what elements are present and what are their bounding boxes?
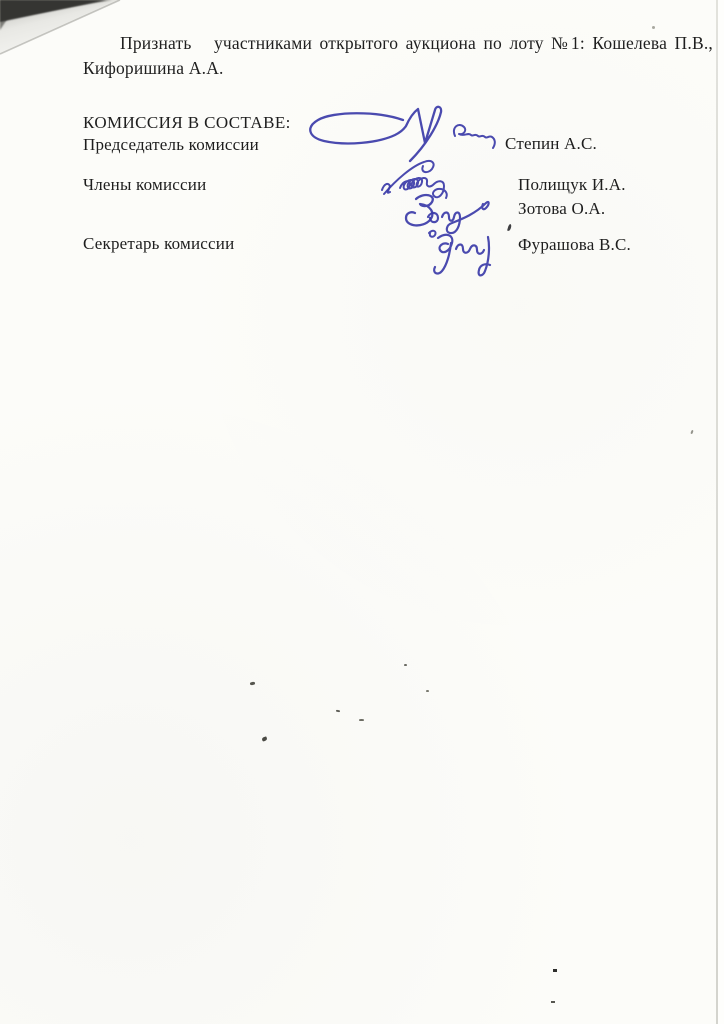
scan-speck (553, 969, 557, 972)
recognition-paragraph (83, 31, 713, 81)
signature-secretary (422, 225, 510, 283)
paragraph-line-2: Кифоришина А.А. (83, 58, 224, 78)
paragraph-line-1: Признать участниками открытого аукциона по лоту №1: Кошелева П.В., (120, 33, 713, 53)
scan-speck (507, 224, 512, 232)
commission-role-chairman: Председатель комиссии (83, 135, 259, 154)
page-edge-strip (718, 0, 724, 1024)
chairman-name: Степин А.С. (505, 134, 597, 153)
commission-heading: КОМИССИЯ В СОСТАВЕ: (83, 113, 291, 132)
scan-speck (652, 26, 655, 29)
scan-speck (690, 430, 693, 434)
scan-speck (336, 710, 340, 713)
scan-speck (250, 682, 255, 686)
scan-speck (426, 690, 429, 692)
scan-speck (359, 719, 364, 721)
scan-speck (551, 1001, 555, 1003)
member-name-2: Зотова О.А. (518, 199, 606, 218)
commission-role-secretary: Секретарь комиссии (83, 234, 235, 253)
member-name-1: Полищук И.А. (518, 175, 626, 194)
scan-speck (262, 736, 268, 741)
scan-speck (404, 664, 407, 666)
commission-role-members: Члены комиссии (83, 175, 207, 194)
secretary-name: Фурашова В.С. (518, 235, 631, 254)
